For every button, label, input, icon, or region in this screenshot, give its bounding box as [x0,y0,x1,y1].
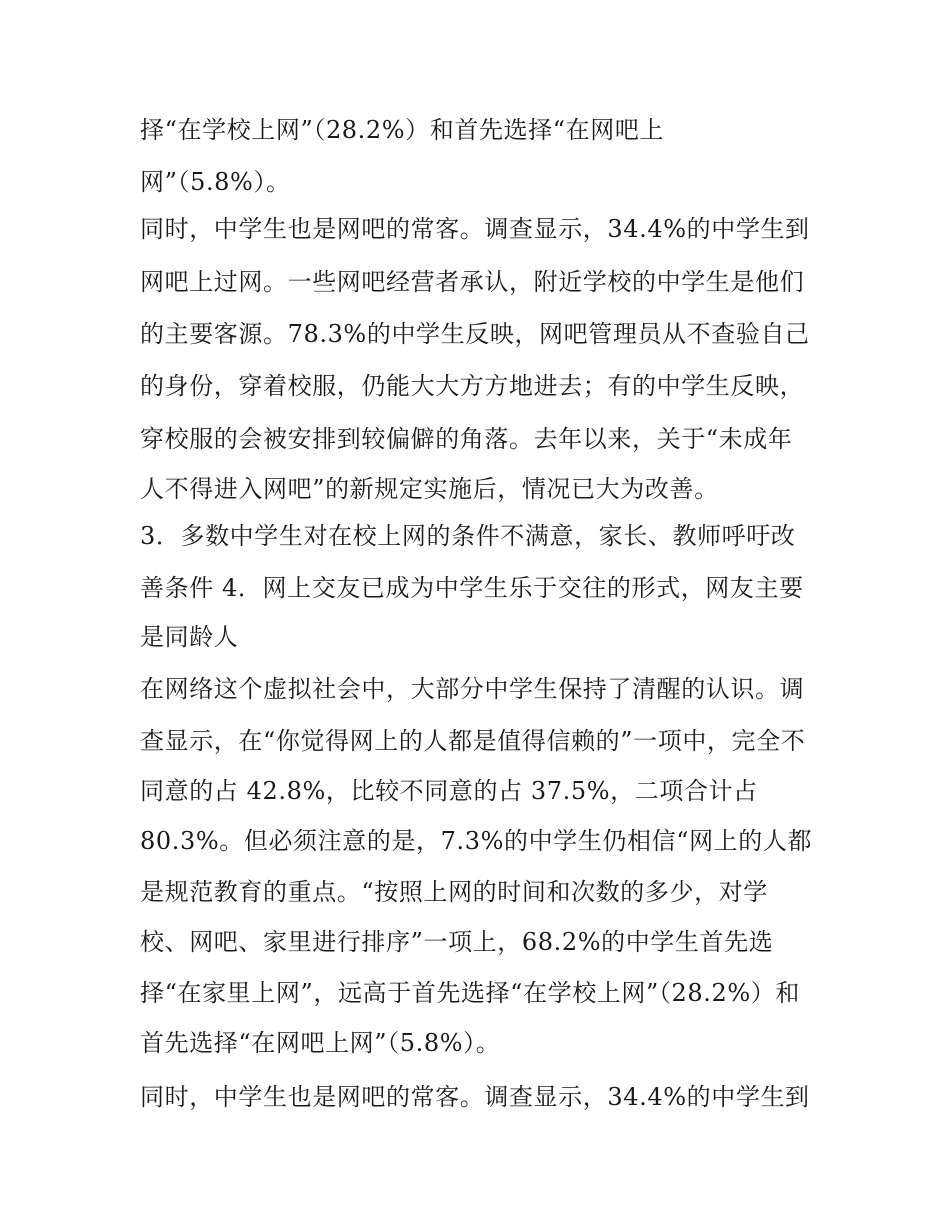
text-line: 网”（5.8%）。 [140,168,291,196]
text-line: 善条件 4．网上交友已成为中学生乐于交往的形式，网友主要 [140,574,804,602]
text-line: 同意的占 42.8%，比较不同意的占 37.5%，二项合计占 [140,777,758,805]
text-line: 校、网吧、家里进行排序”一项上，68.2%的中学生首先选 [140,928,774,956]
text-line: 是同龄人 [140,623,239,651]
text-line: 80.3%。但必须注意的是，7.3%的中学生仍相信“网上的人都 [140,827,813,855]
text-line: 是规范教育的重点。“按照上网的时间和次数的多少，对学 [140,878,768,906]
text-line: 穿校服的会被安排到较偏僻的角落。去年以来，关于“未成年 [140,425,793,453]
text-line: 人不得进入网吧”的新规定实施后，情况已大为改善。 [140,475,719,503]
text-line: 网吧上过网。一些网吧经营者承认，附近学校的中学生是他们 [140,268,805,296]
text-line: 查显示，在“你觉得网上的人都是值得信赖的”一项中，完全不 [140,727,806,755]
text-line: 择“在家里上网”，远高于首先选择“在学校上网”（28.2%）和 [140,979,800,1007]
text-line: 3．多数中学生对在校上网的条件不满意，家长、教师呼吁改 [140,522,796,550]
text-line: 的身份，穿着校服，仍能大大方方地进去；有的中学生反映， [140,372,805,400]
text-line: 的主要客源。78.3%的中学生反映，网吧管理员从不查验自己 [140,320,810,348]
text-line: 择“在学校上网”（28.2%）和首先选择“在网吧上 [140,116,665,144]
text-line: 首先选择“在网吧上网”（5.8%）。 [140,1029,501,1057]
text-line: 同时，中学生也是网吧的常客。调查显示，34.4%的中学生到 [140,1083,810,1111]
text-line: 同时，中学生也是网吧的常客。调查显示，34.4%的中学生到 [140,215,810,243]
text-line: 在网络这个虚拟社会中，大部分中学生保持了清醒的认识。调 [140,675,805,703]
